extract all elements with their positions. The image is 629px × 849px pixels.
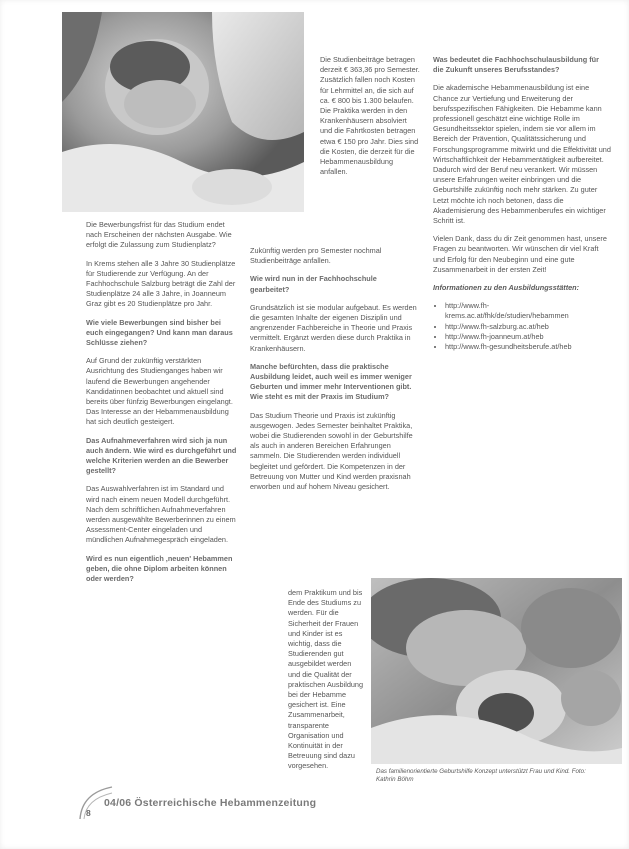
photo-caption: Das familienorientierte Geburtshilfe Konzept unterstützt Frau und Kind. Foto: Kathrin Böhm (376, 768, 586, 783)
link-item[interactable]: • http://www.fh-salzburg.ac.at/heb (445, 322, 611, 332)
column-middle (250, 246, 418, 500)
paragraph: Die Bewerbungsfrist für das Studium endet nach Erscheinen der nächsten Ausgabe. Wie erfolgt die Zulassung zum Studienplatz? (86, 220, 232, 250)
photo-breastfeeding-image (62, 12, 304, 212)
paragraph: Die Studienbeiträge betragen derzeit € 363,36 pro Semester. Zusätzlich fallen noch Kosten für Lehrmittel an, die sich auf ca. € 800 bis 1.300 belaufen. Die Praktika werden in den Krankenhäusern absolviert und die Fahrtkosten betragen etwa € 150 pro Jahr. Dies sind die Kosten, die derzeit für die Hebammenausbildung anfallen. (320, 55, 420, 177)
photo-breastfeeding (62, 12, 304, 212)
links-heading: Informationen zu den Ausbildungsstätten: (433, 283, 580, 293)
paragraph: dem Praktikum und bis Ende des Studiums zu werden. Für die Sicherheit der Frauen und Kinder ist es wichtig, dass die Studierenden gut ausgebildet werden und die Qualität der praktischen Ausbildung bei der Hebamme gesichert ist. Eine Zusammenarbeit, transparente Organisation und Kontinuität in der Betreuung sind dazu vorgesehen. (288, 588, 364, 771)
paragraph: Grundsätzlich ist sie modular aufgebaut. Es werden die gesamten Inhalte der eigenen Disziplin und angrenzender Fachbereiche in Theorie und Praxis vermittelt. Ergänzt werden diese durch Praktika in Krankenhäusern. (250, 302, 417, 353)
issue-number: 04/06 (104, 797, 132, 809)
question: Wird es nun eigentlich ‚neuen' Hebammen geben, die ohne Diplom arbeiten können oder werden? (86, 553, 233, 584)
paragraph: Vielen Dank, dass du dir Zeit genommen hast, unsere Fragen zu beantworten. Wir wünschen dir viel Kraft und Erfolg für den Neubeginn und eine gute Zusammenarbeit in der ersten Zeit! (433, 234, 607, 274)
question: Manche befürchten, dass die praktische Ausbildung leidet, auch weil es immer weniger Geburten und immer mehr Interventionen gibt. Wie steht es mit der Praxis im Studium? (250, 361, 412, 402)
column-middle-narrow (288, 588, 364, 780)
paragraph: In Krems stehen alle 3 Jahre 30 Studienplätze für Studierende zur Verfügung. An der Fachhochschule Salzburg beträgt die Zahl der Studienplätze 24 alle 3 Jahre, in Joanneum Graz gibt es 20 Studienplätze pro Jahr. (86, 258, 236, 309)
photo-mother-newborn-image (371, 578, 622, 764)
journal-name: Österreichische Hebammenzeitung (134, 797, 317, 809)
question: Das Aufnahmeverfahren wird sich ja nun auch ändern. Wie wird es durchgeführt und welche Kriterien werden an die Bewerber gestellt? (86, 435, 237, 476)
paragraph: Zukünftig werden pro Semester nochmal Studienbeiträge anfallen. (250, 246, 382, 266)
footer-title (104, 797, 316, 809)
question: Wie wird nun in der Fachhochschule gearbeitet? (250, 274, 377, 294)
column-left (86, 220, 238, 592)
link-list (433, 301, 611, 352)
paragraph: Das Studium Theorie und Praxis ist zukünftig ausgewogen. Jedes Semester beinhaltet Praktika, wobei die Studierenden sowohl in der Geburtshilfe als auch in anderen Bereichen Erfahrungen sammeln. Die Studierenden werden individuell begleitet und gefördert. Die Kompetenzen in der Betreuung von Mutter und Kind werden praxisnah erworben und auf hohem Niveau gesichert. (250, 410, 413, 492)
paragraph: Auf Grund der zukünftig verstärkten Ausrichtung des Studienganges haben wir laufend die Bewerbungen angehender Kandidatinnen beobachtet und aktuell sind bereits über fünfzig Bewerbungen eingelangt. Das Interesse an der Hebammenausbildung hat sich deutlich gesteigert. (86, 356, 233, 427)
paragraph: Die akademische Hebammenausbildung ist eine Chance zur Vertiefung und Erweiterung der berufsspezifischen Fähigkeiten. Die Hebamme kann professionell geschätzt eine wichtige Rolle im Gesundheitssektor spielen, indem sie vor allem im Bereich der Prävention, Qualitätssicherung und Forschungsprogramme mitwirkt und die Effektivität und Wirtschaftlichkeit der Hebammentätigkeit aufbereitet. Dadurch wird der Beruf neu verankert. Wir müssen unsere Erfahrungen weiter einbringen und die Geburtshilfe zukünftig noch mehr stärken. Zu guter Letzt möchte ich noch betonen, dass die Akademisierung des Hebammenberufes ein wichtiger Schritt ist. (433, 83, 611, 226)
question: Was bedeutet die Fachhochschulausbildung für die Zukunft unseres Berufsstandes? (433, 55, 599, 75)
question: Wie viele Bewerbungen sind bisher bei euch eingegangen? Und kann man daraus Schlüsse ziehen? (86, 317, 233, 348)
paragraph: Das Auswahlverfahren ist im Standard und wird nach einem neuen Modell durchgeführt. Nach dem schriftlichen Aufnahmeverfahren werden ausgewählte Bewerberinnen zu einem Assessment-Center eingeladen und mündlichen Aufnahmegespräch eingeladen. (86, 484, 236, 545)
link-item[interactable]: • http://www.fh-joanneum.at/heb (445, 332, 611, 342)
photo-mother-newborn (371, 578, 622, 764)
page-number: 8 (86, 808, 91, 818)
column-middle-top (320, 55, 420, 185)
link-item[interactable]: • http://www.fh-gesundheitsberufe.at/heb (445, 342, 611, 352)
link-item[interactable]: • http://www.fh-krems.ac.at/fhk/de/studien/hebammen (445, 301, 611, 321)
column-right (433, 55, 611, 352)
